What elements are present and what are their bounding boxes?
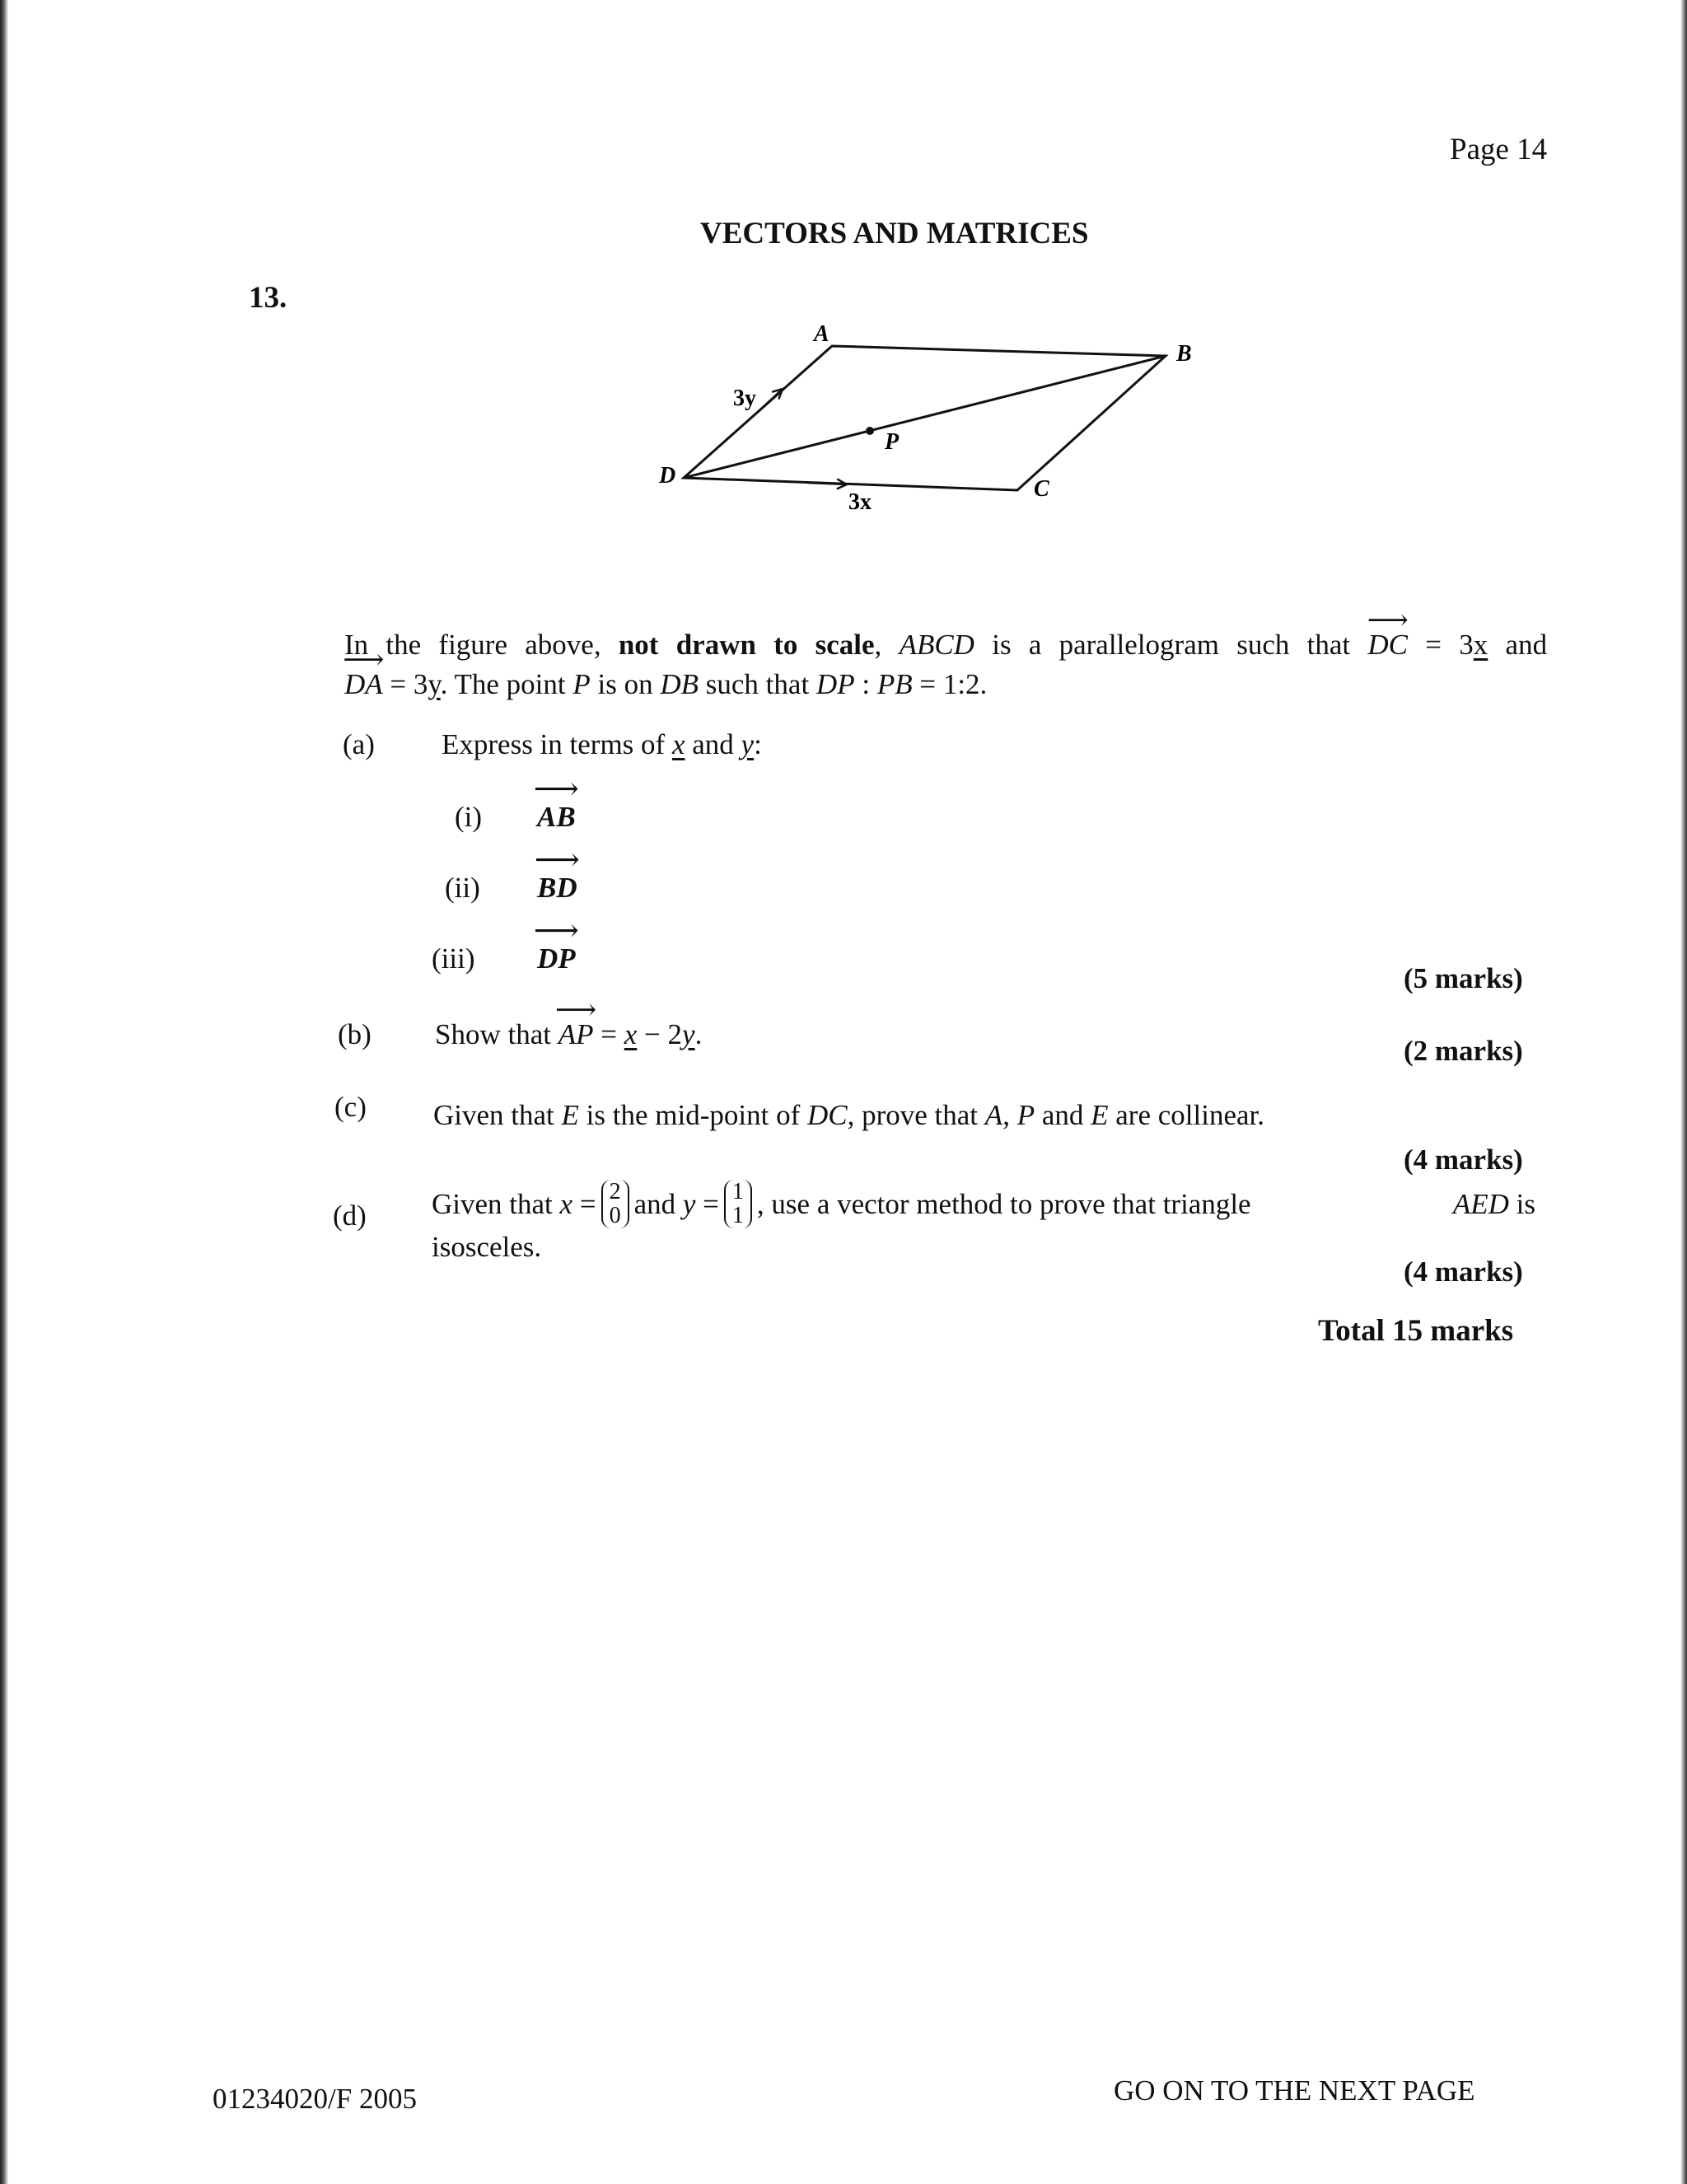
part-a-ii-vector	[537, 872, 577, 905]
column-vector-y	[724, 1180, 752, 1228]
part-d-text-span: isosceles.	[432, 1230, 542, 1263]
part-b-text-span: Show that	[435, 1018, 551, 1050]
part-d-text-span: is	[1516, 1187, 1535, 1220]
part-d-trailing	[1453, 1186, 1535, 1223]
part-a-text	[442, 728, 762, 761]
part-d-text-span: =	[703, 1187, 719, 1220]
intro-text: ,	[874, 629, 882, 661]
vector-y-symbol: y	[682, 1018, 695, 1050]
matrix-entry: 0	[609, 1203, 621, 1229]
part-d-line-1	[432, 1180, 1535, 1228]
part-c-italic: A	[984, 1099, 1003, 1131]
page-number: Page 14	[1450, 133, 1548, 166]
intro-text: In the figure above,	[344, 629, 601, 661]
part-b-text-span: − 2	[644, 1018, 683, 1050]
intro-text: = 3	[390, 668, 428, 700]
part-d-leading	[432, 1180, 1251, 1228]
part-c-text-span: Given that	[433, 1099, 554, 1131]
part-d-marks: (4 marks)	[1404, 1256, 1523, 1288]
intro-text: = 1:2.	[919, 668, 988, 700]
part-d-line-2	[432, 1228, 1535, 1266]
point-p-marker	[866, 427, 874, 435]
intro-line-2	[344, 666, 1547, 704]
part-a-text-span: Express in terms of	[442, 728, 666, 760]
part-c-text-span: and	[1041, 1099, 1084, 1131]
section-heading: VECTORS AND MATRICES	[700, 217, 1089, 250]
part-d-label: (d)	[333, 1200, 367, 1232]
part-d-italic: y	[682, 1187, 696, 1220]
part-d-text-span: Given that	[432, 1187, 553, 1220]
intro-italic: PB	[876, 668, 913, 700]
scan-right-edge	[1680, 0, 1687, 2184]
part-a-label: (a)	[343, 728, 375, 760]
vector-bd: ⟶ BD	[537, 872, 577, 905]
intro-text: such that	[705, 668, 810, 700]
intro-line-1	[344, 626, 1547, 664]
part-a-iii-vector	[537, 942, 576, 975]
intro-text: is on	[597, 668, 653, 700]
matrix-entry: 1	[731, 1179, 744, 1204]
question-number: 13.	[249, 281, 287, 315]
arrow-3y	[758, 389, 783, 412]
part-a-text-span: :	[754, 728, 762, 760]
scan-left-edge	[0, 0, 8, 2184]
part-d-italic: x	[559, 1187, 573, 1220]
total-marks: Total 15 marks	[1318, 1314, 1514, 1348]
part-c-italic: E	[1091, 1099, 1109, 1131]
point-label-p: P	[885, 429, 900, 455]
intro-italic: ABCD	[899, 629, 974, 661]
paper-code: 01234020/F 2005	[213, 2083, 417, 2115]
part-b-text-span: .	[694, 1018, 703, 1050]
part-b-text	[435, 1018, 702, 1051]
part-d-italic: AED	[1452, 1187, 1509, 1220]
part-d-text-span: , use a vector method to prove that triangle	[756, 1187, 1251, 1220]
vector-dc: ⟶ DC	[1367, 626, 1408, 664]
vertex-label-d: D	[659, 463, 676, 489]
part-d-text	[432, 1180, 1535, 1265]
side-label-3x: 3x	[848, 489, 872, 515]
vector-x-symbol: x	[1473, 629, 1488, 661]
part-c-italic: E	[561, 1099, 579, 1131]
next-page-notice: GO ON TO THE NEXT PAGE	[1114, 2074, 1475, 2107]
vector-da: ⟶ DA	[344, 666, 383, 704]
part-c-text	[433, 1099, 1264, 1132]
intro-italic: DB	[660, 668, 699, 700]
matrix-entry: 2	[609, 1179, 621, 1204]
part-c-text-span: is the mid-point of	[586, 1099, 801, 1131]
vector-y-symbol: y	[741, 728, 755, 760]
column-vector-x	[601, 1180, 629, 1228]
vector-ab: ⟶ AB	[537, 801, 576, 834]
vertex-label-c: C	[1034, 476, 1049, 502]
part-b-text-span: =	[600, 1018, 617, 1050]
vertex-label-b: B	[1176, 341, 1192, 367]
intro-italic: P	[572, 668, 591, 700]
intro-italic: DP	[815, 668, 855, 700]
diagonal-db	[684, 356, 1166, 478]
parallelogram-figure	[643, 321, 1236, 527]
vector-ap: ⟶ AP	[558, 1018, 594, 1051]
vector-x-symbol: x	[624, 1018, 638, 1050]
intro-text: and	[1505, 629, 1548, 661]
part-a-iii-label: (iii)	[432, 942, 475, 975]
part-b-marks: (2 marks)	[1404, 1035, 1523, 1067]
part-a-marks: (5 marks)	[1404, 962, 1523, 994]
part-c-italic: P	[1016, 1099, 1035, 1131]
intro-text: is a parallelogram such that	[992, 629, 1351, 661]
part-a-ii-label: (ii)	[445, 872, 480, 904]
part-c-label: (c)	[334, 1091, 367, 1123]
vertex-label-a: A	[814, 321, 829, 347]
part-c-text-span: ,	[1002, 1099, 1010, 1131]
part-b-label: (b)	[338, 1018, 372, 1050]
side-label-3y: 3y	[733, 386, 756, 411]
vector-dp: ⟶ DP	[537, 942, 576, 975]
part-d-text-span: and	[633, 1187, 676, 1220]
intro-text: = 3	[1425, 629, 1474, 661]
intro-text: :	[862, 668, 871, 700]
part-a-text-span: and	[692, 728, 734, 760]
part-c-text-span: , prove that	[847, 1099, 979, 1131]
part-a-i-label: (i)	[455, 801, 483, 833]
matrix-entry: 1	[731, 1203, 744, 1229]
intro-text: . The point	[440, 668, 566, 700]
vector-y-symbol: y	[428, 668, 441, 700]
part-c-marks: (4 marks)	[1404, 1143, 1523, 1176]
vector-x-symbol: x	[671, 728, 685, 760]
part-c-italic: DC	[806, 1099, 848, 1131]
part-c-text-span: are collinear.	[1115, 1099, 1264, 1131]
part-a-i-vector	[537, 801, 576, 834]
intro-emphasis: not drawn to scale	[618, 629, 875, 661]
part-d-text-span: =	[579, 1187, 596, 1220]
